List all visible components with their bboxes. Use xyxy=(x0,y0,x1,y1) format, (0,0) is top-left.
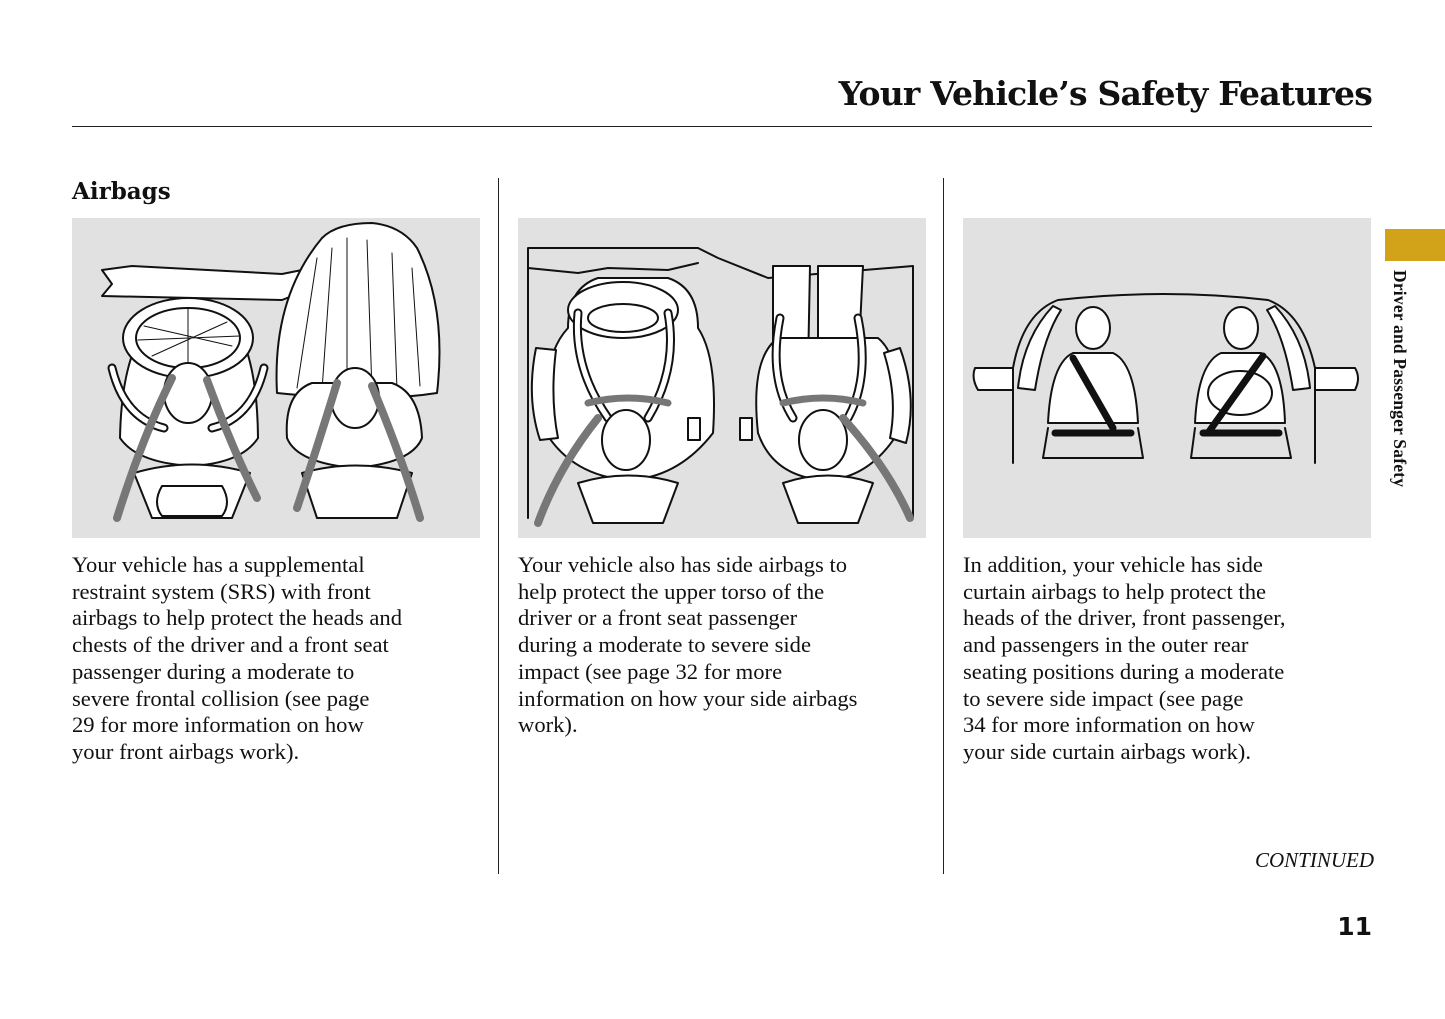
column-divider xyxy=(498,178,499,874)
continued-label: CONTINUED xyxy=(1254,848,1374,872)
side-airbags-illustration xyxy=(518,218,926,538)
header-rule xyxy=(72,126,1372,127)
side-curtain-airbags-paragraph: In addition, your vehicle has side curtain airbags to help protect the heads of the driver, front passenger, and passengers in the outer rear seating positions during a moderate to severe side impact (see page 34 for more information on how your side curtain airbags work). xyxy=(963,552,1286,764)
page-number: 11 xyxy=(1337,912,1372,941)
side-airbags-paragraph: Your vehicle also has side airbags to help protect the upper torso of the driver or a front seat passenger during a moderate to severe side impact (see page 32 for more information on how your side airbags work). xyxy=(518,552,858,738)
page-title: Your Vehicle’s Safety Features xyxy=(838,74,1372,113)
side-curtain-airbags-illustration xyxy=(963,218,1371,538)
chapter-side-label: Driver and Passenger Safety xyxy=(1390,270,1410,488)
chapter-tab-marker xyxy=(1385,229,1445,261)
front-airbags-paragraph: Your vehicle has a supplemental restraint system (SRS) with front airbags to help protect the heads and chests of the driver and a front seat passenger during a moderate to severe frontal collision (see page 29 for more information on how your front airbags work). xyxy=(72,552,403,764)
column-divider xyxy=(943,178,944,874)
section-heading: Airbags xyxy=(72,178,171,205)
front-airbags-illustration xyxy=(72,218,480,538)
